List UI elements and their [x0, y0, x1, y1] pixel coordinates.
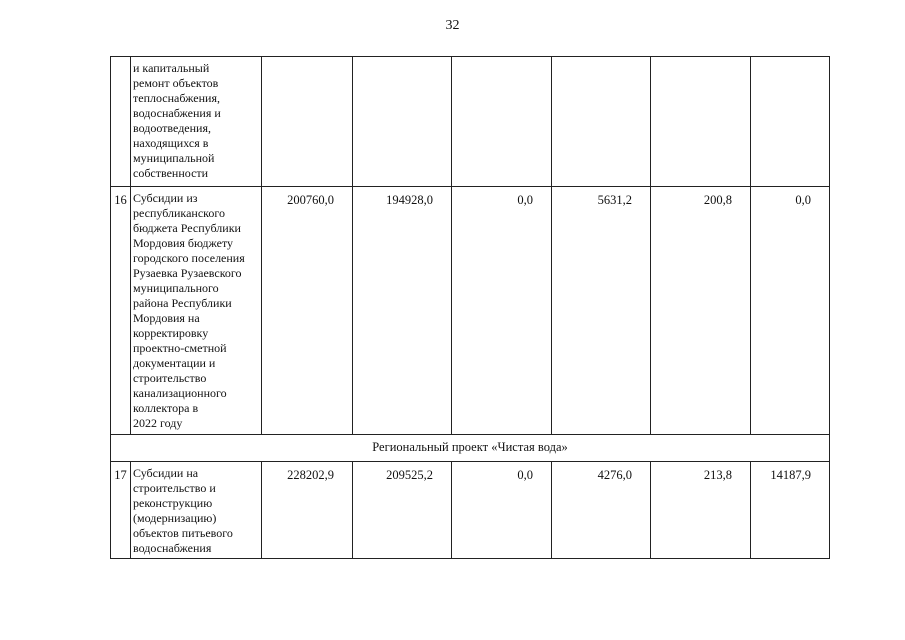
- section-row: [111, 435, 830, 462]
- cell-value: 0,0: [452, 462, 552, 559]
- cell-value: 5631,2: [552, 187, 651, 435]
- cell-value: [751, 57, 830, 187]
- table-row: [111, 187, 830, 435]
- cell-value: 213,8: [651, 462, 751, 559]
- row-number: [111, 57, 131, 187]
- cell-value: 0,0: [751, 187, 830, 435]
- cell-value: 14187,9: [751, 462, 830, 559]
- table-row: [111, 462, 830, 559]
- cell-value: [262, 57, 353, 187]
- cell-value: 200760,0: [262, 187, 353, 435]
- row-number: 17: [111, 462, 131, 559]
- cell-value: 0,0: [452, 187, 552, 435]
- cell-value: 194928,0: [353, 187, 452, 435]
- cell-value: [452, 57, 552, 187]
- row-name: Субсидии из республиканского бюджета Республики Мордовия бюджету городского поселения Рузаевка Рузаевского муниципального района Республики Мордовия на корректировку проектно-сметной документации и строительство канализационного коллектора в 2022 году: [131, 187, 262, 435]
- cell-value: 4276,0: [552, 462, 651, 559]
- budget-table: [110, 56, 830, 559]
- section-title: Региональный проект «Чистая вода»: [111, 435, 830, 462]
- cell-value: [552, 57, 651, 187]
- cell-value: 209525,2: [353, 462, 452, 559]
- table-row: [111, 57, 830, 187]
- cell-value: 200,8: [651, 187, 751, 435]
- row-name: Субсидии на строительство и реконструкцию (модернизацию) объектов питьевого водоснабжения: [131, 462, 262, 559]
- page-number: 32: [445, 18, 460, 33]
- cell-value: [651, 57, 751, 187]
- row-name: и капитальный ремонт объектов теплоснабжения, водоснабжения и водоотведения, находящихся в муниципальной собственности: [131, 57, 262, 187]
- cell-value: [353, 57, 452, 187]
- cell-value: 228202,9: [262, 462, 353, 559]
- row-number: 16: [111, 187, 131, 435]
